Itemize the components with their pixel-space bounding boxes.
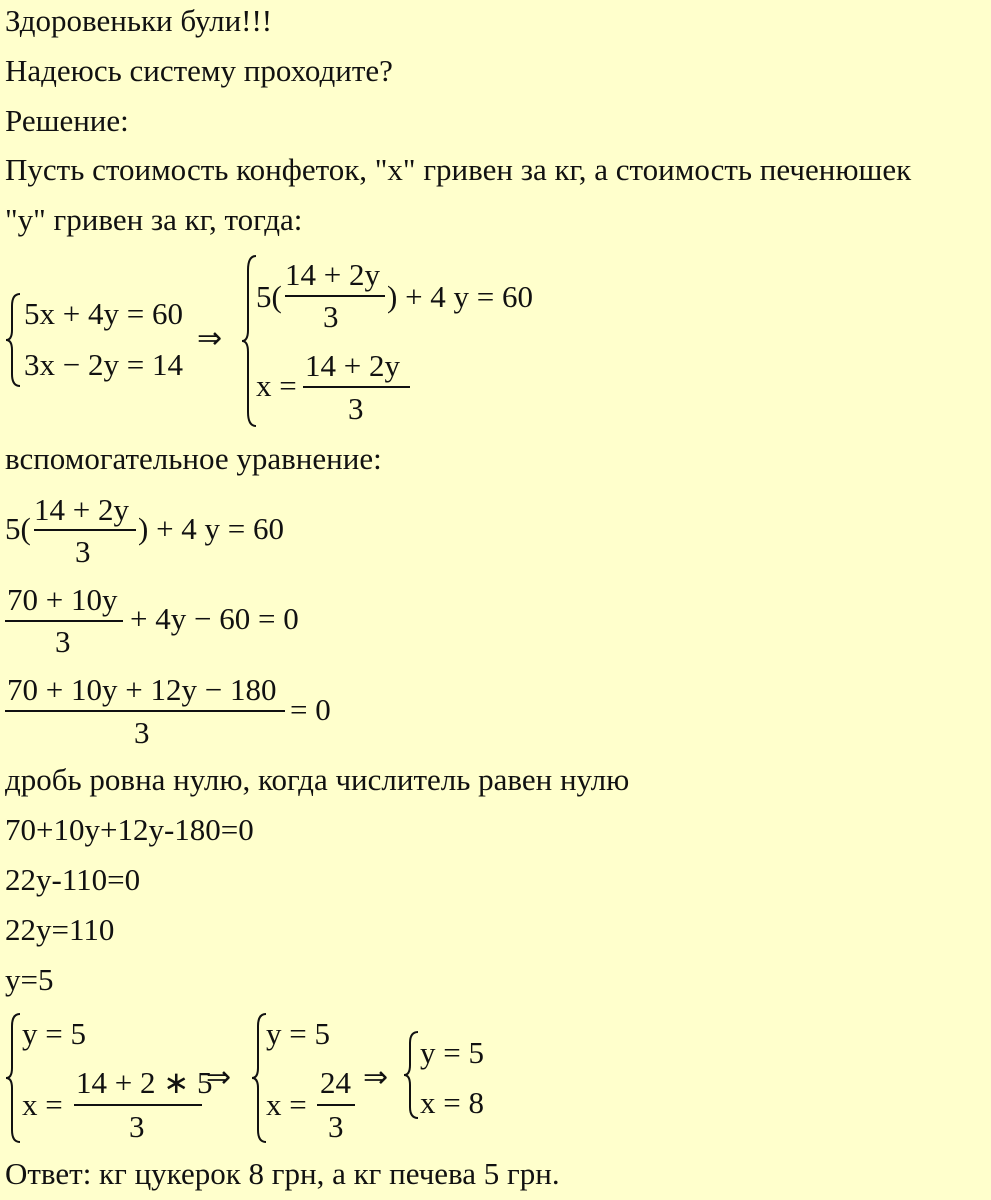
aux-eq-a-numerator: 14 + 2y (34, 492, 129, 527)
final1-eq1: y = 5 (22, 1016, 86, 1051)
final2-eq2-fraction-bar (317, 1104, 355, 1106)
aux-eq-a-prefix: 5( (5, 511, 31, 546)
system2-eq1-denominator: 3 (323, 299, 339, 334)
system2-eq1-prefix: 5( (256, 279, 282, 314)
step-line-1: 70+10y+12y-180=0 (5, 812, 254, 847)
step-line-2: 22y-110=0 (5, 862, 141, 897)
aux-eq-c-numerator: 70 + 10y + 12y − 180 (7, 672, 277, 707)
system1-eq2: 3x − 2y = 14 (24, 347, 183, 382)
system2-eq2-denominator: 3 (348, 391, 364, 426)
brace-system-1 (4, 292, 24, 388)
final1-eq2-fraction-bar (74, 1104, 202, 1106)
aux-eq-a-suffix: ) + 4 y = 60 (138, 511, 285, 546)
system2-eq1-suffix: ) + 4 y = 60 (387, 279, 534, 314)
implies-arrow-2: ⇒ (206, 1061, 232, 1094)
system2-eq1-numerator: 14 + 2y (285, 257, 380, 292)
aux-eq-b-suffix: + 4y − 60 = 0 (130, 601, 299, 636)
final2-eq2-numerator: 24 (320, 1065, 351, 1100)
fraction-zero-line: дробь ровна нулю, когда числитель равен нулю (5, 762, 630, 797)
final3-eq2: x = 8 (420, 1085, 484, 1120)
final2-eq1: y = 5 (266, 1016, 330, 1051)
final1-eq2-denominator: 3 (129, 1109, 145, 1144)
step-line-3: 22y=110 (5, 912, 115, 947)
final1-eq2-numerator: 14 + 2 ∗ 5 (76, 1065, 213, 1100)
final1-eq2-prefix: x = (22, 1087, 63, 1122)
implies-arrow-1: ⇒ (197, 322, 223, 355)
aux-eq-c-suffix: = 0 (290, 692, 331, 727)
aux-eq-c-denominator: 3 (134, 715, 150, 750)
let-line-1: Пусть стоимость конфеток, "x" гривен за кг, а стоимость печенюшек (5, 152, 912, 187)
let-line-2: "y" гривен за кг, тогда: (5, 202, 303, 237)
aux-eq-a-denominator: 3 (75, 534, 91, 569)
system2-eq2-prefix: x = (256, 368, 297, 403)
hope-line: Надеюсь систему проходите? (5, 53, 393, 88)
step-line-4: y=5 (5, 962, 54, 997)
aux-eq-c-fraction-bar (5, 710, 285, 712)
aux-heading: вспомогательное уравнение: (5, 441, 382, 476)
final2-eq2-denominator: 3 (328, 1109, 344, 1144)
system2-eq2-numerator: 14 + 2y (305, 348, 400, 383)
brace-final-3 (402, 1030, 422, 1120)
aux-eq-b-fraction-bar (5, 620, 123, 622)
final2-eq2-prefix: x = (266, 1087, 307, 1122)
aux-eq-b-numerator: 70 + 10y (7, 582, 118, 617)
aux-eq-b-denominator: 3 (55, 624, 71, 659)
solution-heading: Решение: (5, 103, 129, 138)
final3-eq1: y = 5 (420, 1035, 484, 1070)
implies-arrow-3: ⇒ (363, 1061, 389, 1094)
aux-eq-a-fraction-bar (34, 529, 136, 531)
brace-final-1 (4, 1012, 24, 1144)
greeting-line: Здоровеньки були!!! (5, 3, 273, 38)
system2-eq1-fraction-bar (285, 295, 385, 297)
answer-line: Ответ: кг цукерок 8 грн, а кг печева 5 грн. (5, 1156, 560, 1191)
system1-eq1: 5x + 4y = 60 (24, 296, 183, 331)
system2-eq2-fraction-bar (303, 386, 410, 388)
